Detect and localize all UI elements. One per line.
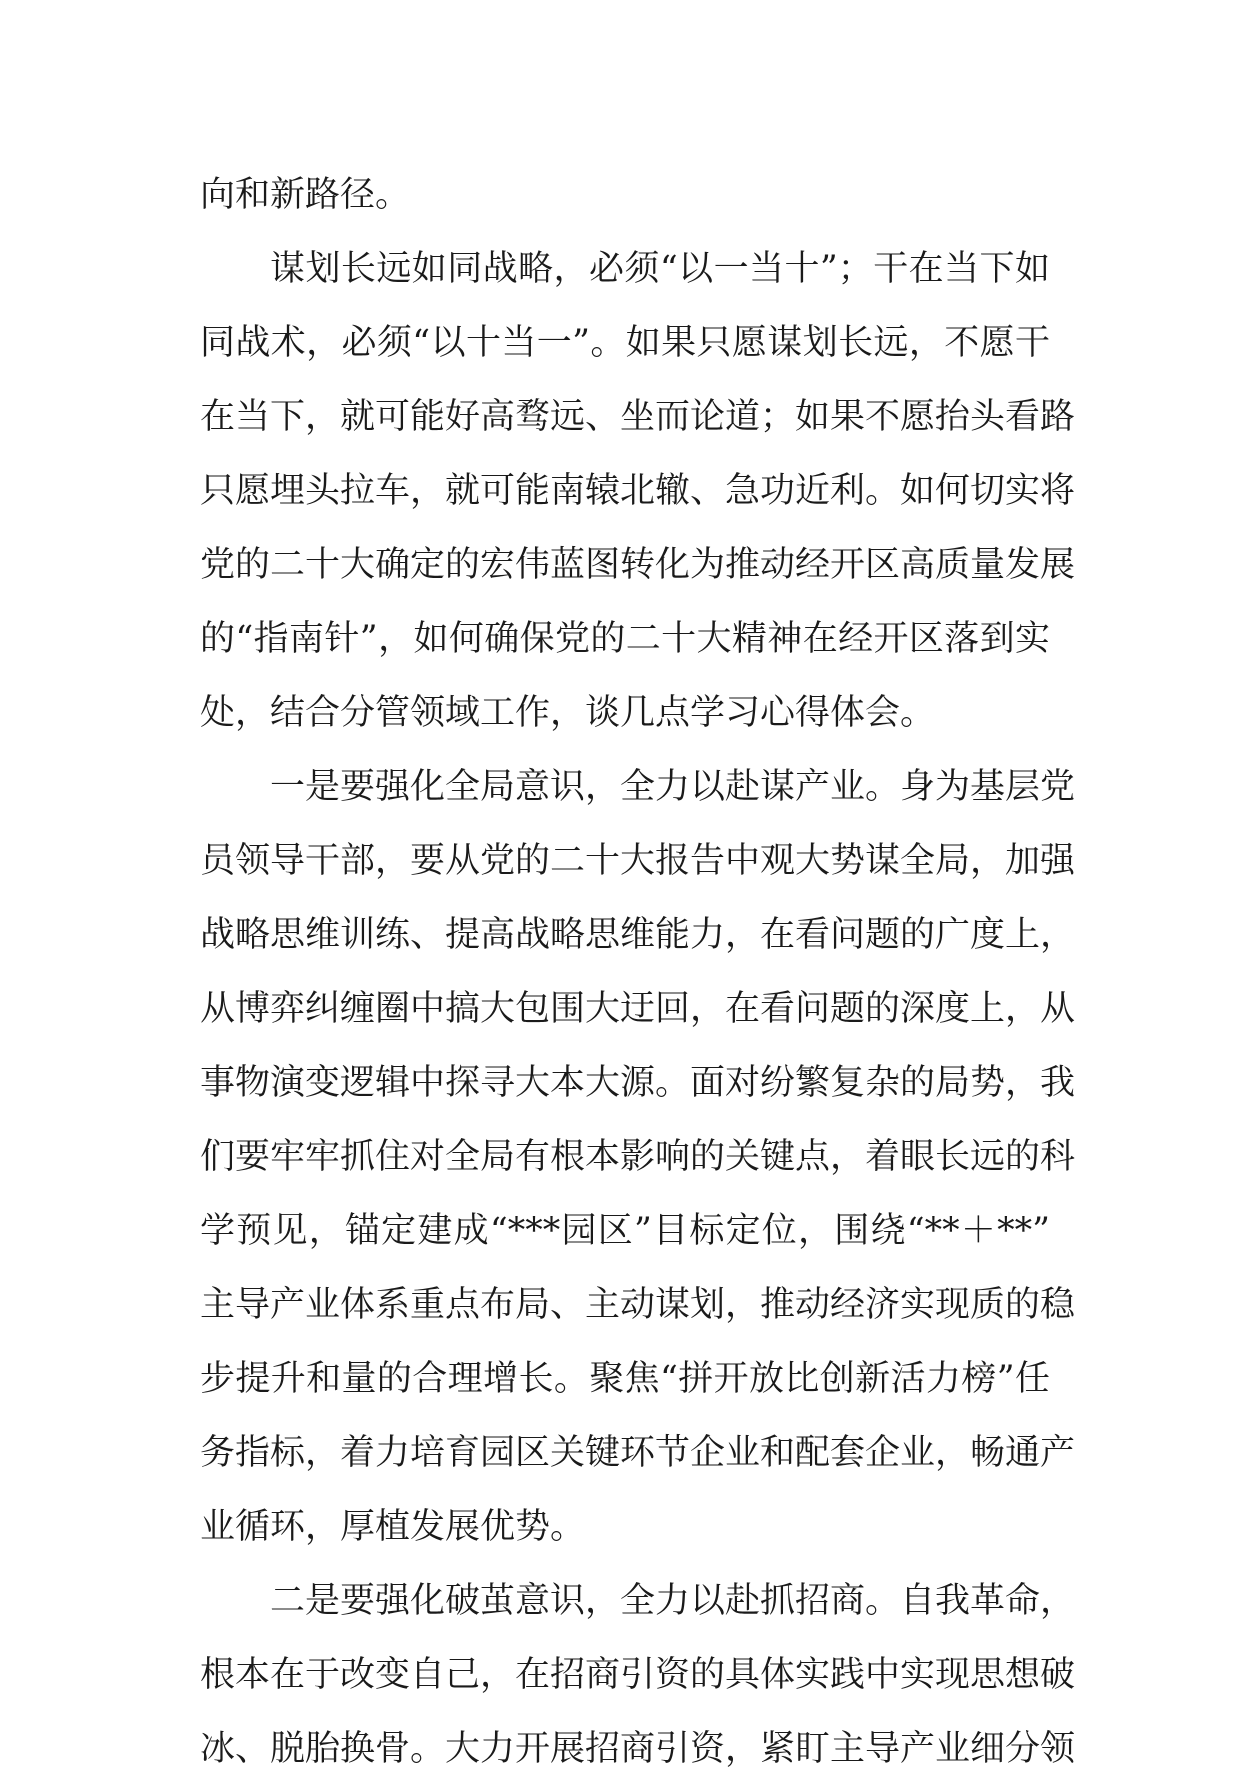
text-line: 战略思维训练、提高战略思维能力，在看问题的广度上， bbox=[200, 915, 1076, 955]
text-line: 们要牢牢抓住对全局有根本影响的关键点，着眼长远的科 bbox=[200, 1137, 1076, 1177]
text-line: 根本在于改变自己，在招商引资的具体实践中实现思想破 bbox=[200, 1655, 1076, 1695]
text-line: 事物演变逻辑中探寻大本大源。面对纷繁复杂的局势，我 bbox=[200, 1063, 1076, 1103]
paragraph bbox=[200, 158, 1050, 232]
text-line: 处，结合分管领域工作，谈几点学习心得体会。 bbox=[200, 693, 936, 733]
text-line: 二是要强化破茧意识，全力以赴抓招商。自我革命， bbox=[270, 1581, 1076, 1621]
text-line: 向和新路径。 bbox=[200, 175, 411, 215]
text-line: 谋划长远如同战略，必须“以一当十”；干在当下如 bbox=[270, 249, 1050, 289]
document-body bbox=[200, 158, 1076, 1786]
text-line: 业循环，厚植发展优势。 bbox=[200, 1507, 586, 1547]
paragraph bbox=[200, 1564, 1076, 1786]
text-line: 同战术，必须“以十当一”。如果只愿谋划长远，不愿干 bbox=[200, 323, 1050, 363]
text-line: 只愿埋头拉车，就可能南辕北辙、急功近利。如何切实将 bbox=[200, 471, 1076, 511]
paragraph bbox=[200, 232, 1076, 750]
text-line: 务指标，着力培育园区关键环节企业和配套企业，畅通产 bbox=[200, 1433, 1076, 1473]
text-line: 主导产业体系重点布局、主动谋划，推动经济实现质的稳 bbox=[200, 1285, 1076, 1325]
text-line: 一是要强化全局意识，全力以赴谋产业。身为基层党 bbox=[270, 767, 1076, 807]
text-line: 冰、脱胎换骨。大力开展招商引资，紧盯主导产业细分领 bbox=[200, 1729, 1076, 1769]
text-line: 步提升和量的合理增长。聚焦“拼开放比创新活力榜”任 bbox=[200, 1359, 1050, 1399]
text-line: 学预见，锚定建成“***园区”目标定位，围绕“**＋**” bbox=[200, 1211, 1050, 1251]
text-line: 在当下，就可能好高骛远、坐而论道；如果不愿抬头看路 bbox=[200, 397, 1076, 437]
text-line: 的“指南针”，如何确保党的二十大精神在经开区落到实 bbox=[200, 619, 1050, 659]
text-line: 员领导干部，要从党的二十大报告中观大势谋全局，加强 bbox=[200, 841, 1076, 881]
text-line: 从博弈纠缠圈中搞大包围大迂回，在看问题的深度上，从 bbox=[200, 989, 1076, 1029]
paragraph bbox=[200, 750, 1076, 1564]
text-line: 党的二十大确定的宏伟蓝图转化为推动经开区高质量发展 bbox=[200, 545, 1076, 585]
